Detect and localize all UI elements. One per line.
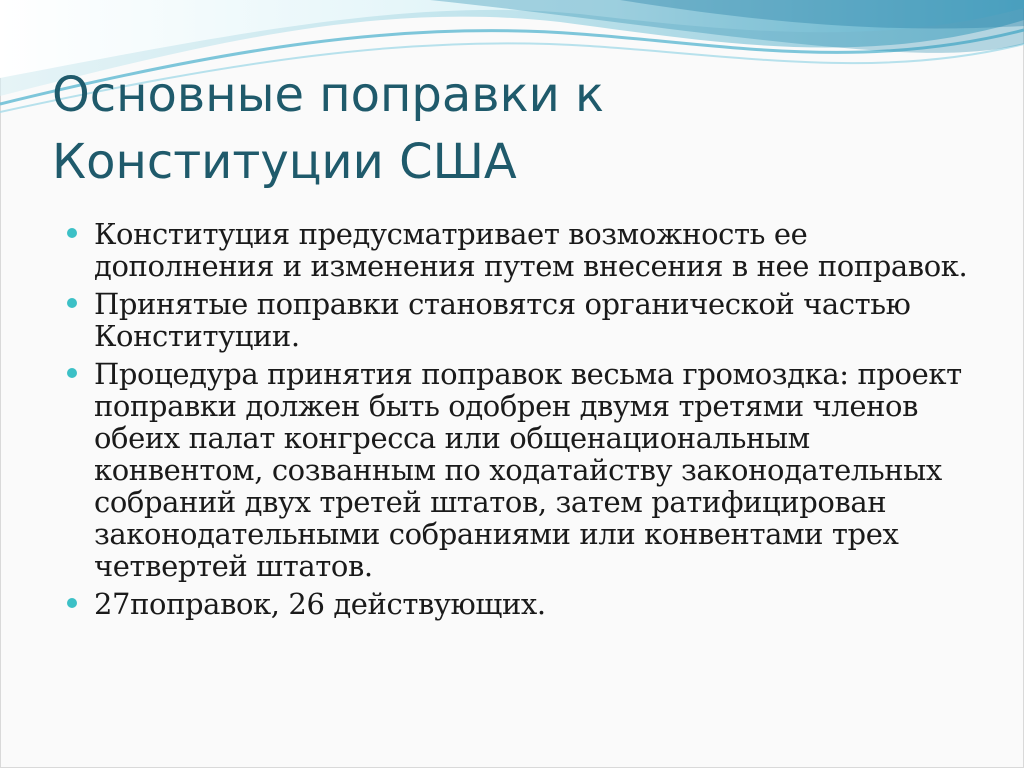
- bullet-item: [64, 588, 984, 620]
- title-line-1: Основные поправки к: [52, 67, 605, 123]
- bullet-text: 27поправок, 26 действующих.: [94, 587, 546, 621]
- bullet-item: [64, 218, 984, 282]
- bullet-text: Процедура принятия поправок весьма громоздка: проект поправки должен быть одобрен двумя третями членов обеих палат конгресса или общенациональным конвентом, созванным по ходатайству законодательных собраний двух третей штатов, затем ратифицирован законодательными собраниями или конвентами трех четвертей штатов.: [94, 357, 962, 583]
- bullet-item: [64, 288, 984, 352]
- bullet-list: [64, 218, 984, 626]
- title-line-2: Конституции США: [52, 134, 517, 190]
- bullet-dot-icon: [67, 298, 77, 308]
- bullet-item: [64, 358, 984, 582]
- bullet-text: Конституция предусматривает возможность ее дополнения и изменения путем внесения в нее поправок.: [94, 217, 968, 283]
- bullet-dot-icon: [67, 598, 77, 608]
- slide-title: [52, 62, 952, 196]
- bullet-dot-icon: [67, 228, 77, 238]
- bullet-dot-icon: [67, 368, 77, 378]
- bullet-text: Принятые поправки становятся органической частью Конституции.: [94, 287, 911, 353]
